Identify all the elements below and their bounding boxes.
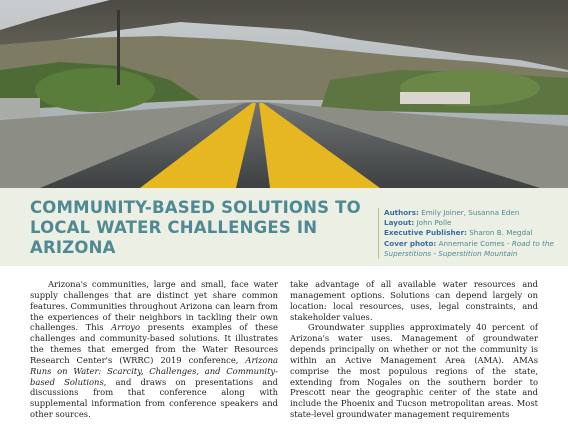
- authors-label: Authors:: [384, 208, 419, 217]
- photo-credit: Annemarie Comes -: [438, 238, 510, 248]
- road-photo-illustration: [0, 0, 568, 188]
- authors-value: Emily Joiner, Susanna Eden: [421, 208, 520, 217]
- cover-photo-road: [0, 0, 568, 188]
- paragraph-groundwater: Groundwater supplies approximately 40 percent of Arizona's water uses. Management of groundwater depends principally on whether or not the community is within an Active Management Area (AMA). AMAs comprise the most populous regions of the state, extending from Nogales on the southern border to Prescott near the geographic center of the state and include the Phoenix and Tucson metropolitan areas. Most state-level groundwater management requirements: [290, 322, 538, 420]
- credit-publisher: [384, 228, 568, 238]
- credit-layout: [384, 218, 568, 228]
- publisher-label: Executive Publisher:: [384, 228, 467, 238]
- body-column-right: [290, 279, 538, 420]
- credit-authors: [384, 208, 568, 218]
- intro-text-a: Arizona's communities, large and small, face water supply challenges that are distinct yet share common features. Communities throughout Arizona can learn from the experiences of their neighbors in tackling their own challenges. This: [30, 279, 278, 333]
- arroyo-title: Arroyo: [111, 322, 141, 333]
- photo-label: Cover photo:: [384, 238, 437, 248]
- intro-text-c: , and draws on presentations and discussions from that conference along with supplemental information from conference speakers and other sources.: [30, 376, 278, 420]
- photo-title: Road to the Superstitions - Superstition Mountain: [384, 238, 554, 258]
- body-column-left: [30, 279, 278, 420]
- paragraph-intro: [30, 279, 278, 420]
- paragraph-continued: take advantage of all available water resources and management options. Solutions can depend largely on location: local resources, uses, legal constraints, and stakeholder values.: [290, 279, 538, 322]
- conference-title: Arizona Runs on Water: Scarcity, Challenges, and Community-based Solutions: [30, 354, 278, 387]
- intro-text-b: presents examples of these challenges and community-based solutions. It illustrates the themes that emerged from the Water Resources Research Center's (WRRC) 2019 conference,: [30, 322, 278, 365]
- layout-value: John Polle: [416, 218, 452, 228]
- credit-photo: [384, 239, 568, 259]
- publisher-value: Sharon B. Megdal: [469, 228, 533, 238]
- credits-block: [378, 208, 568, 259]
- article-title: COMMUNITY-BASED SOLUTIONS TO LOCAL WATER CHALLENGES IN ARIZONA: [30, 198, 361, 257]
- layout-label: Layout:: [384, 218, 415, 228]
